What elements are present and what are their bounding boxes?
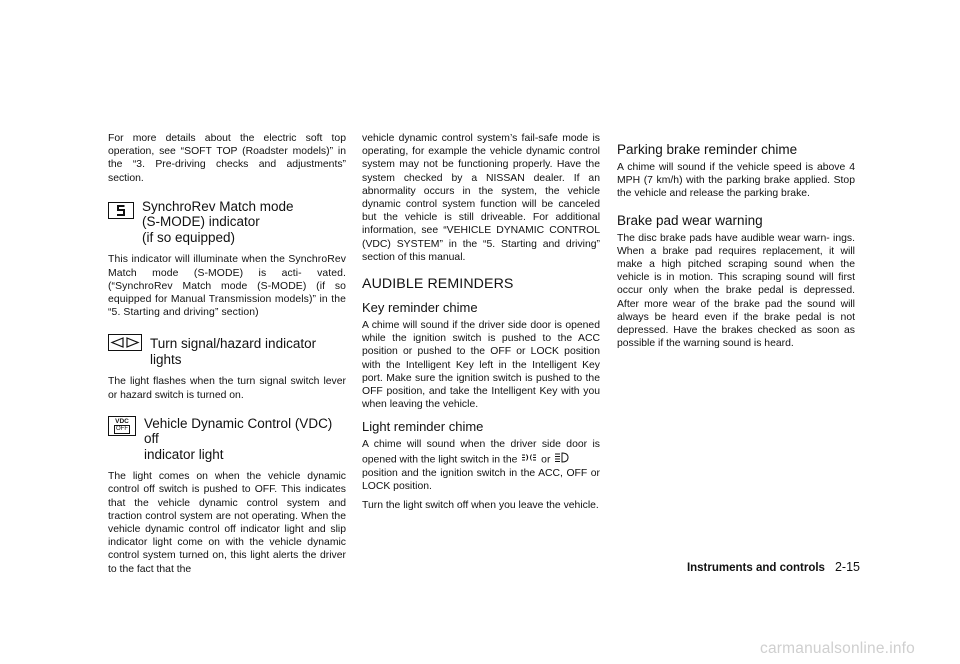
smode-title <box>142 199 294 246</box>
vdc-title-line2: indicator light <box>144 446 224 462</box>
position-lamp-icon <box>522 453 536 466</box>
light-reminder-or: or <box>541 454 551 466</box>
vdc-title-line1: Vehicle Dynamic Control (VDC) off <box>144 415 333 447</box>
smode-title-line2: (S-MODE) indicator <box>142 214 260 230</box>
audible-reminders-heading: AUDIBLE REMINDERS <box>362 276 514 293</box>
smode-title-line1: SynchroRev Match mode <box>142 198 294 214</box>
smode-title-line3: (if so equipped) <box>142 229 236 245</box>
vdc-title <box>144 416 346 463</box>
brake-pad-body: The disc brake pads have audible wear warn- ings. When a brake pad requires replacement, it will make a high pitched scraping sound when the vehicle is in motion. This scraping sound will first occur only when the brake pedal is depressed. After more wear of the brake pad the sound will always be heard even if the brake pedal is not depressed. Have the brakes checked as soon as possible if the warning sound is heard. <box>617 232 855 350</box>
light-reminder-text-a: A chime will sound when the driver side door is opened with the light switch in the <box>362 439 600 466</box>
intro-paragraph: For more details about the electric soft top operation, see “SOFT TOP (Roadster models)” in the “3. Pre-driving checks and adjustments” section. <box>108 133 346 184</box>
turn-signal-title: Turn signal/hazard indicator lights <box>150 336 317 367</box>
vdc-continued-paragraph: vehicle dynamic control system’s fail-safe mode is operating, for example the vehicle dynamic control system may not be functioning properly. Have the system checked by a NISSAN dealer. If an abnormality occurs in the system, the vehicle dynamic control system function will be canceled but the vehicle is still driveable. For additional information, see “VEHICLE DYNAMIC CONTROL (VDC) SYSTEM” in the “5. Starting and driving” section of this manual. <box>362 133 600 263</box>
light-reminder-text-b: position and the ignition switch in the ACC, OFF or LOCK position. <box>362 467 600 493</box>
light-reminder-body <box>362 438 600 493</box>
turn-signal-body: The light flashes when the turn signal switch lever or hazard switch is turned on. <box>108 376 346 401</box>
turn-signal-heading <box>108 333 346 367</box>
vdc-heading <box>108 416 346 463</box>
column-left <box>108 132 346 580</box>
parking-brake-heading: Parking brake reminder chime <box>617 142 798 157</box>
parking-brake-body: A chime will sound if the vehicle speed is above 4 MPH (7 km/h) with the parking brake applied. Stop the vehicle and release the parking brake. <box>617 162 855 200</box>
light-reminder-body2: Turn the light switch off when you leave the vehicle. <box>362 500 599 512</box>
key-reminder-body: A chime will sound if the driver side door is opened while the ignition switch is pushed to the ACC position or pushed to the OFF or LOCK position with the Intelligent Key left in the Intelligent Key port. Make sure the ignition switch is pushed to the OFF position, and take the Intelligent Key with you when leaving the vehicle. <box>362 320 600 411</box>
column-right <box>617 132 855 354</box>
watermark: carmanualsonline.info <box>760 640 915 657</box>
light-reminder-heading: Light reminder chime <box>362 419 484 435</box>
brake-pad-heading: Brake pad wear warning <box>617 212 763 228</box>
headlight-icon <box>555 452 569 467</box>
page-footer <box>680 560 860 574</box>
footer-section-title: Instruments and controls <box>686 562 825 574</box>
vdc-off-icon <box>108 416 136 436</box>
turn-signal-arrows-icon <box>108 334 142 351</box>
column-middle <box>362 132 600 516</box>
page-number: 2-15 <box>834 560 860 574</box>
vdc-icon-label: VDC <box>115 417 129 425</box>
vdc-icon-off-label: OFF <box>116 425 128 432</box>
smode-heading <box>108 199 346 246</box>
S-mode-indicator-icon <box>108 202 134 219</box>
smode-body: This indicator will illuminate when the SynchroRev Match mode (S-MODE) is acti- vated. (“SynchroRev Match mode (S-MODE) (if so equipped for Manual Transmission models)” in the “5. Starting and driving” section) <box>108 254 346 319</box>
key-reminder-heading: Key reminder chime <box>362 300 478 316</box>
vdc-body: The light comes on when the vehicle dynamic control off switch is pushed to OFF. This indicates that the vehicle dynamic control system and traction control system are not operating. When the vehicle dynamic control off indicator light and slip indicator light come on with the vehicle dynamic control system turned on, this light alerts the driver to the fact that the <box>108 471 346 575</box>
